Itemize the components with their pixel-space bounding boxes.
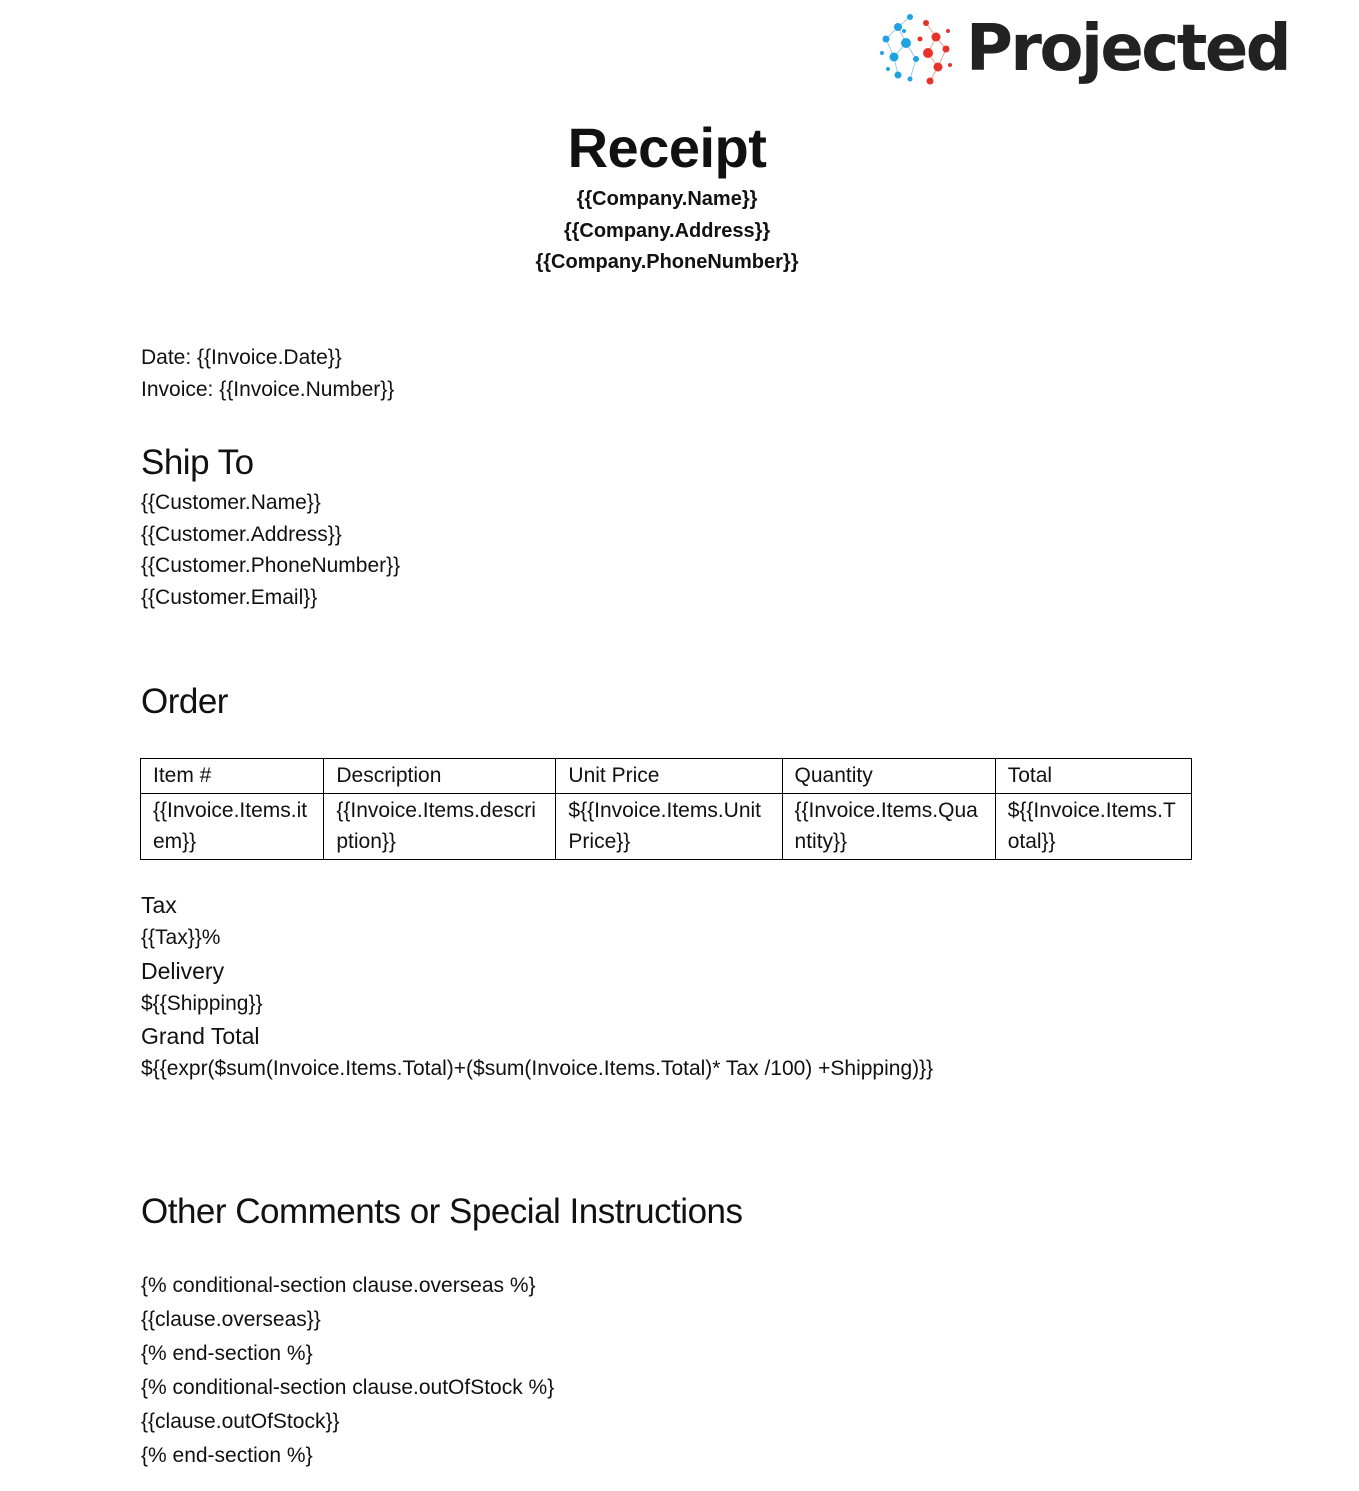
table-cell: {{Invoice.Items.Quantity}} [782, 794, 995, 860]
ship-to-heading: Ship To [141, 443, 254, 482]
logo-dots-icon [876, 9, 956, 89]
totals-section [141, 888, 933, 1085]
receipt-header [0, 112, 1334, 279]
table-header-cell: Description [324, 759, 556, 794]
comments-heading: Other Comments or Special Instructions [141, 1192, 743, 1231]
invoice-date: Date: {{Invoice.Date}} [141, 346, 342, 369]
order-heading: Order [141, 682, 228, 721]
table-cell: ${{Invoice.Items.UnitPrice}} [556, 794, 782, 860]
company-name: {{Company.Name}} [576, 188, 758, 210]
comment-line: {% conditional-section clause.overseas %} [141, 1274, 536, 1297]
company-phone: {{Company.PhoneNumber}} [535, 251, 799, 273]
table-header-cell: Item # [141, 759, 324, 794]
ship-to-section [141, 441, 400, 613]
tax-label: Tax [141, 892, 177, 918]
grand-total-label: Grand Total [141, 1023, 260, 1049]
comment-line: {% conditional-section clause.outOfStock %} [141, 1376, 555, 1399]
table-header-row [141, 759, 1192, 794]
grand-total-value: ${{expr($sum(Invoice.Items.Total)+($sum(Invoice.Items.Total)* Tax /100) +Shipping)}} [141, 1057, 934, 1080]
comment-line: {{clause.overseas}} [141, 1308, 321, 1331]
company-logo [876, 4, 1289, 94]
order-table [140, 758, 1192, 860]
page-title: Receipt [567, 116, 767, 179]
comment-line: {% end-section %} [141, 1444, 313, 1467]
invoice-number: Invoice: {{Invoice.Number}} [141, 377, 395, 401]
comment-line: {% end-section %} [141, 1342, 313, 1365]
table-header-cell: Unit Price [556, 759, 782, 794]
ship-to-line: {{Customer.Address}} [141, 522, 342, 546]
company-address: {{Company.Address}} [563, 219, 771, 242]
table-row [141, 794, 1192, 860]
table-cell: {{Invoice.Items.item}} [141, 794, 324, 860]
table-cell: ${{Invoice.Items.Total}} [995, 794, 1191, 860]
delivery-value: ${{Shipping}} [141, 991, 263, 1015]
table-header-cell: Quantity [782, 759, 995, 794]
table-header-cell: Total [995, 759, 1191, 794]
ship-to-line: {{Customer.Name}} [141, 491, 321, 514]
ship-to-line: {{Customer.Email}} [141, 585, 318, 609]
tax-value: {{Tax}}% [141, 926, 221, 949]
table-cell: {{Invoice.Items.description}} [324, 794, 556, 860]
invoice-info [141, 342, 394, 405]
ship-to-line: {{Customer.PhoneNumber}} [141, 554, 401, 577]
comments-lines [141, 1269, 554, 1473]
logo-text: Projected [966, 12, 1290, 86]
order-section [141, 680, 228, 724]
comments-section [141, 1190, 743, 1234]
comment-line: {{clause.outOfStock}} [141, 1410, 340, 1433]
delivery-label: Delivery [141, 957, 225, 984]
